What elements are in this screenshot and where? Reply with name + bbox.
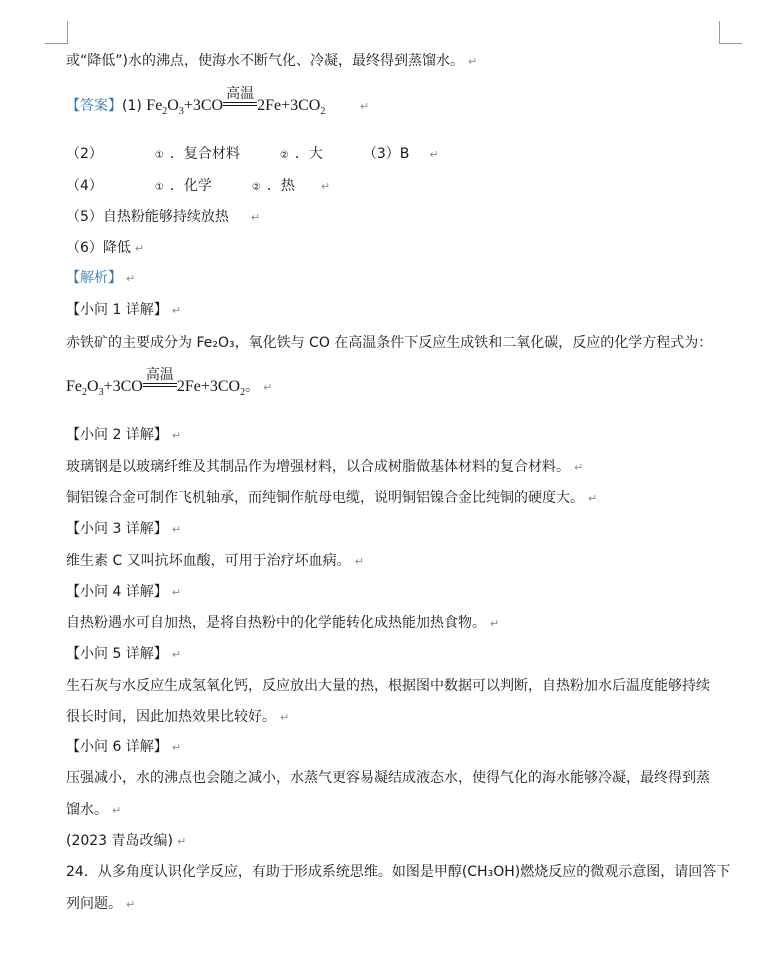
q3-heading: 【小问 3 详解】 ↵	[66, 521, 182, 537]
answer-line-1: 【答案】(1) $Fe_2O_3+3CO$ 高温 $2Fe+3CO_2$ ↵	[66, 86, 370, 117]
q2-text-2: 铜铝镍合金可制作飞机轴承，而纯铜作航母电缆，说明铜铝镍合金比纯铜的硬度大。 ↵	[66, 490, 598, 506]
q1-heading: 【小问 1 详解】 ↵	[66, 302, 182, 318]
question-24-text-1: 24．从多角度认识化学反应，有助于形成系统思维。如图是甲醇(CH₃OH)燃烧反应的微观示意图，请回答下	[66, 864, 731, 880]
q1-text: 赤铁矿的主要成分为 Fe₂O₃，氧化铁与 CO 在高温条件下反应生成铁和二氧化碳，反应的化学方程式为：	[66, 335, 713, 351]
source-note: (2023 青岛改编) ↵	[66, 833, 187, 849]
q6-text-1: 压强减小，水的沸点也会随之减小，水蒸气更容易凝结成液态水，使得气化的海水能够冷凝，最终得到蒸	[66, 770, 710, 786]
q6-text-2: 馏水。 ↵	[66, 802, 122, 818]
q2-heading: 【小问 2 详解】 ↵	[66, 427, 182, 443]
analysis-tag: 【解析】 ↵	[66, 270, 136, 286]
q4-text: 自热粉遇水可自加热，是将自热粉中的化学能转化成热能加热食物。 ↵	[66, 615, 500, 631]
answer-line-6: （6）降低 ↵	[66, 240, 145, 256]
answer-line-2: （2） ① ．复合材料 ② ．大 （3）B ↵	[66, 146, 439, 162]
q4-heading: 【小问 4 详解】 ↵	[66, 584, 182, 600]
q2-text-1: 玻璃钢是以玻璃纤维及其制品作为增强材料，以合成树脂做基体材料的复合材料。 ↵	[66, 459, 584, 475]
q5-text-2: 很长时间，因此加热效果比较好。 ↵	[66, 709, 290, 725]
question-24-text-2: 列问题。 ↵	[66, 896, 136, 912]
answer-line-4: （4） ① ．化学 ② ．热 ↵	[66, 178, 331, 194]
chemical-equation: $Fe_2O_3+3CO$ 高温 $2Fe+3CO_2$	[66, 367, 246, 398]
answer-tag: 【答案】	[66, 98, 122, 114]
equation-line: $Fe_2O_3+3CO$ 高温 $2Fe+3CO_2$。 ↵	[66, 367, 273, 398]
q5-text-1: 生石灰与水反应生成氢氧化钙，反应放出大量的热，根据图中数据可以判断，自热粉加水后温度能够持续	[66, 678, 710, 694]
q3-text: 维生素 C 又叫抗坏血酸，可用于治疗坏血病。 ↵	[66, 553, 364, 569]
text-line: 或“降低”)水的沸点，使海水不断气化、冷凝，最终得到蒸馏水。 ↵	[66, 53, 478, 69]
chemical-equation: $Fe_2O_3+3CO$ 高温 $2Fe+3CO_2$	[146, 86, 326, 117]
page-corner-mark-left	[45, 21, 68, 44]
answer-line-5: （5）自热粉能够持续放热 ↵	[66, 209, 261, 225]
page-corner-mark-right	[719, 21, 742, 44]
q6-heading: 【小问 6 详解】 ↵	[66, 739, 182, 755]
q5-heading: 【小问 5 详解】 ↵	[66, 646, 182, 662]
